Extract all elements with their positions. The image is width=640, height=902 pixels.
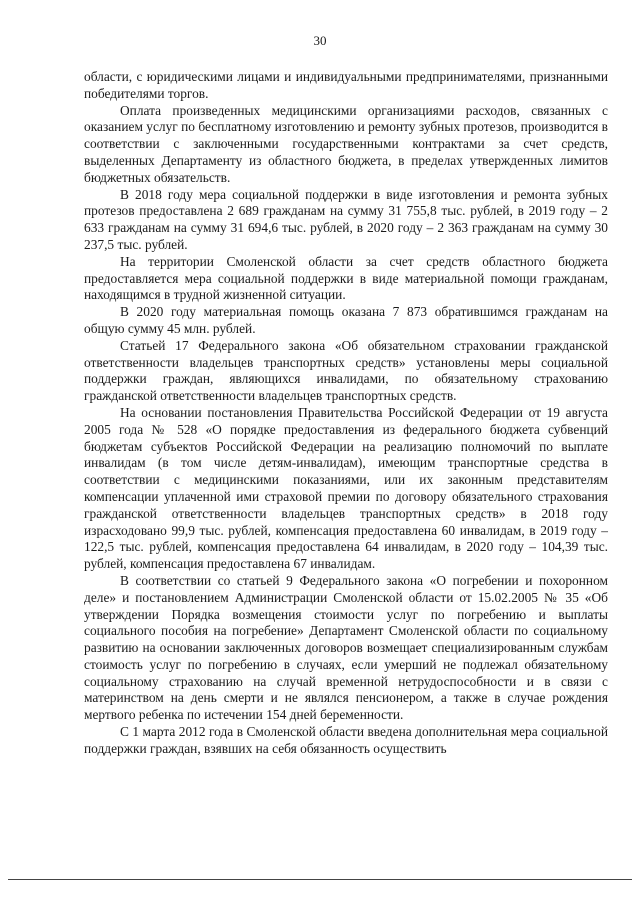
paragraph-6: Статьей 17 Федерального закона «Об обязательном страховании гражданской ответственности владельцев транспортных средств» установлены меры социальной поддержки граждан, являющихся инвалидами, по обязательному страхованию гражданской ответственности владельцев транспортных средств. [84,337,608,404]
paragraph-3: В 2018 году мера социальной поддержки в виде изготовления и ремонта зубных протезов предоставлена 2 689 гражданам на сумму 31 755,8 тыс. рублей, в 2019 году – 2 633 гражданам на сумму 31 694,6 тыс. рублей, в 2020 году – 2 363 гражданам на сумму 30 237,5 тыс. рублей. [84,186,608,252]
paragraph-4: На территории Смоленской области за счет средств областного бюджета предоставляется мера социальной поддержки в виде материальной помощи гражданам, находящимся в трудной жизненной ситуации. [84,253,608,303]
paragraph-7: На основании постановления Правительства Российской Федерации от 19 августа 2005 года № 528 «О порядке предоставления из федерального бюджета субвенций бюджетам субъектов Российской Федерации на реализацию полномочий по выплате инвалидам (в том числе детям-инвалидам), имеющим транспортные средства в соответствии с медицинскими показаниями, или их законным представителям компенсации уплаченной ими страховой премии по договору обязательного страхования гражданской ответственности владельцев транспортных средств» в 2018 году израсходовано 99,9 тыс. рублей, компенсация предоставлена 60 инвалидам, в 2019 году – 122,5 тыс. рублей, компенсация предоставлена 64 инвалидам, в 2020 году – 104,39 тыс. рублей, компенсация предоставлена 67 инвалидам. [84,404,608,572]
paragraph-1: области, с юридическими лицами и индивидуальными предпринимателями, признанными победителями торгов. [84,69,608,101]
page-number: 30 [313,33,327,48]
paragraph-8: В соответствии со статьей 9 Федерального закона «О погребении и похоронном деле» и постановлением Администрации Смоленской области от 15.02.2005 № 35 «Об утверждении Порядка возмещения стоимости услуг по погребению и выплаты социального пособия на погребение» Департамент Смоленской области по социальному развитию на основании заключенных договоров возмещает специализированным службам стоимость услуг по погребению в случаях, если умерший не подлежал обязательному социальному страхованию на случай временной нетрудоспособности и в связи с материнством на день смерти и не являлся пенсионером, а также в случае рождения мертвого ребенка по истечении 154 дней беременности. [84,572,608,723]
paragraph-5: В 2020 году материальная помощь оказана 7 873 обратившимся гражданам на общую сумму 45 млн. рублей. [84,304,608,336]
paragraph-2: Оплата произведенных медицинскими организациями расходов, связанных с оказанием услуг по бесплатному изготовлению и ремонту зубных протезов, производится в соответствии с заключенными государственными контрактами за счет средств, выделенных Департаменту из областного бюджета, в пределах утвержденных лимитов бюджетных обязательств. [84,102,608,185]
page-bottom-rule [8,879,632,880]
document-body [84,69,608,758]
paragraph-9: С 1 марта 2012 года в Смоленской области введена дополнительная мера социальной поддержки граждан, взявших на себя обязанность осуществить [84,724,608,756]
